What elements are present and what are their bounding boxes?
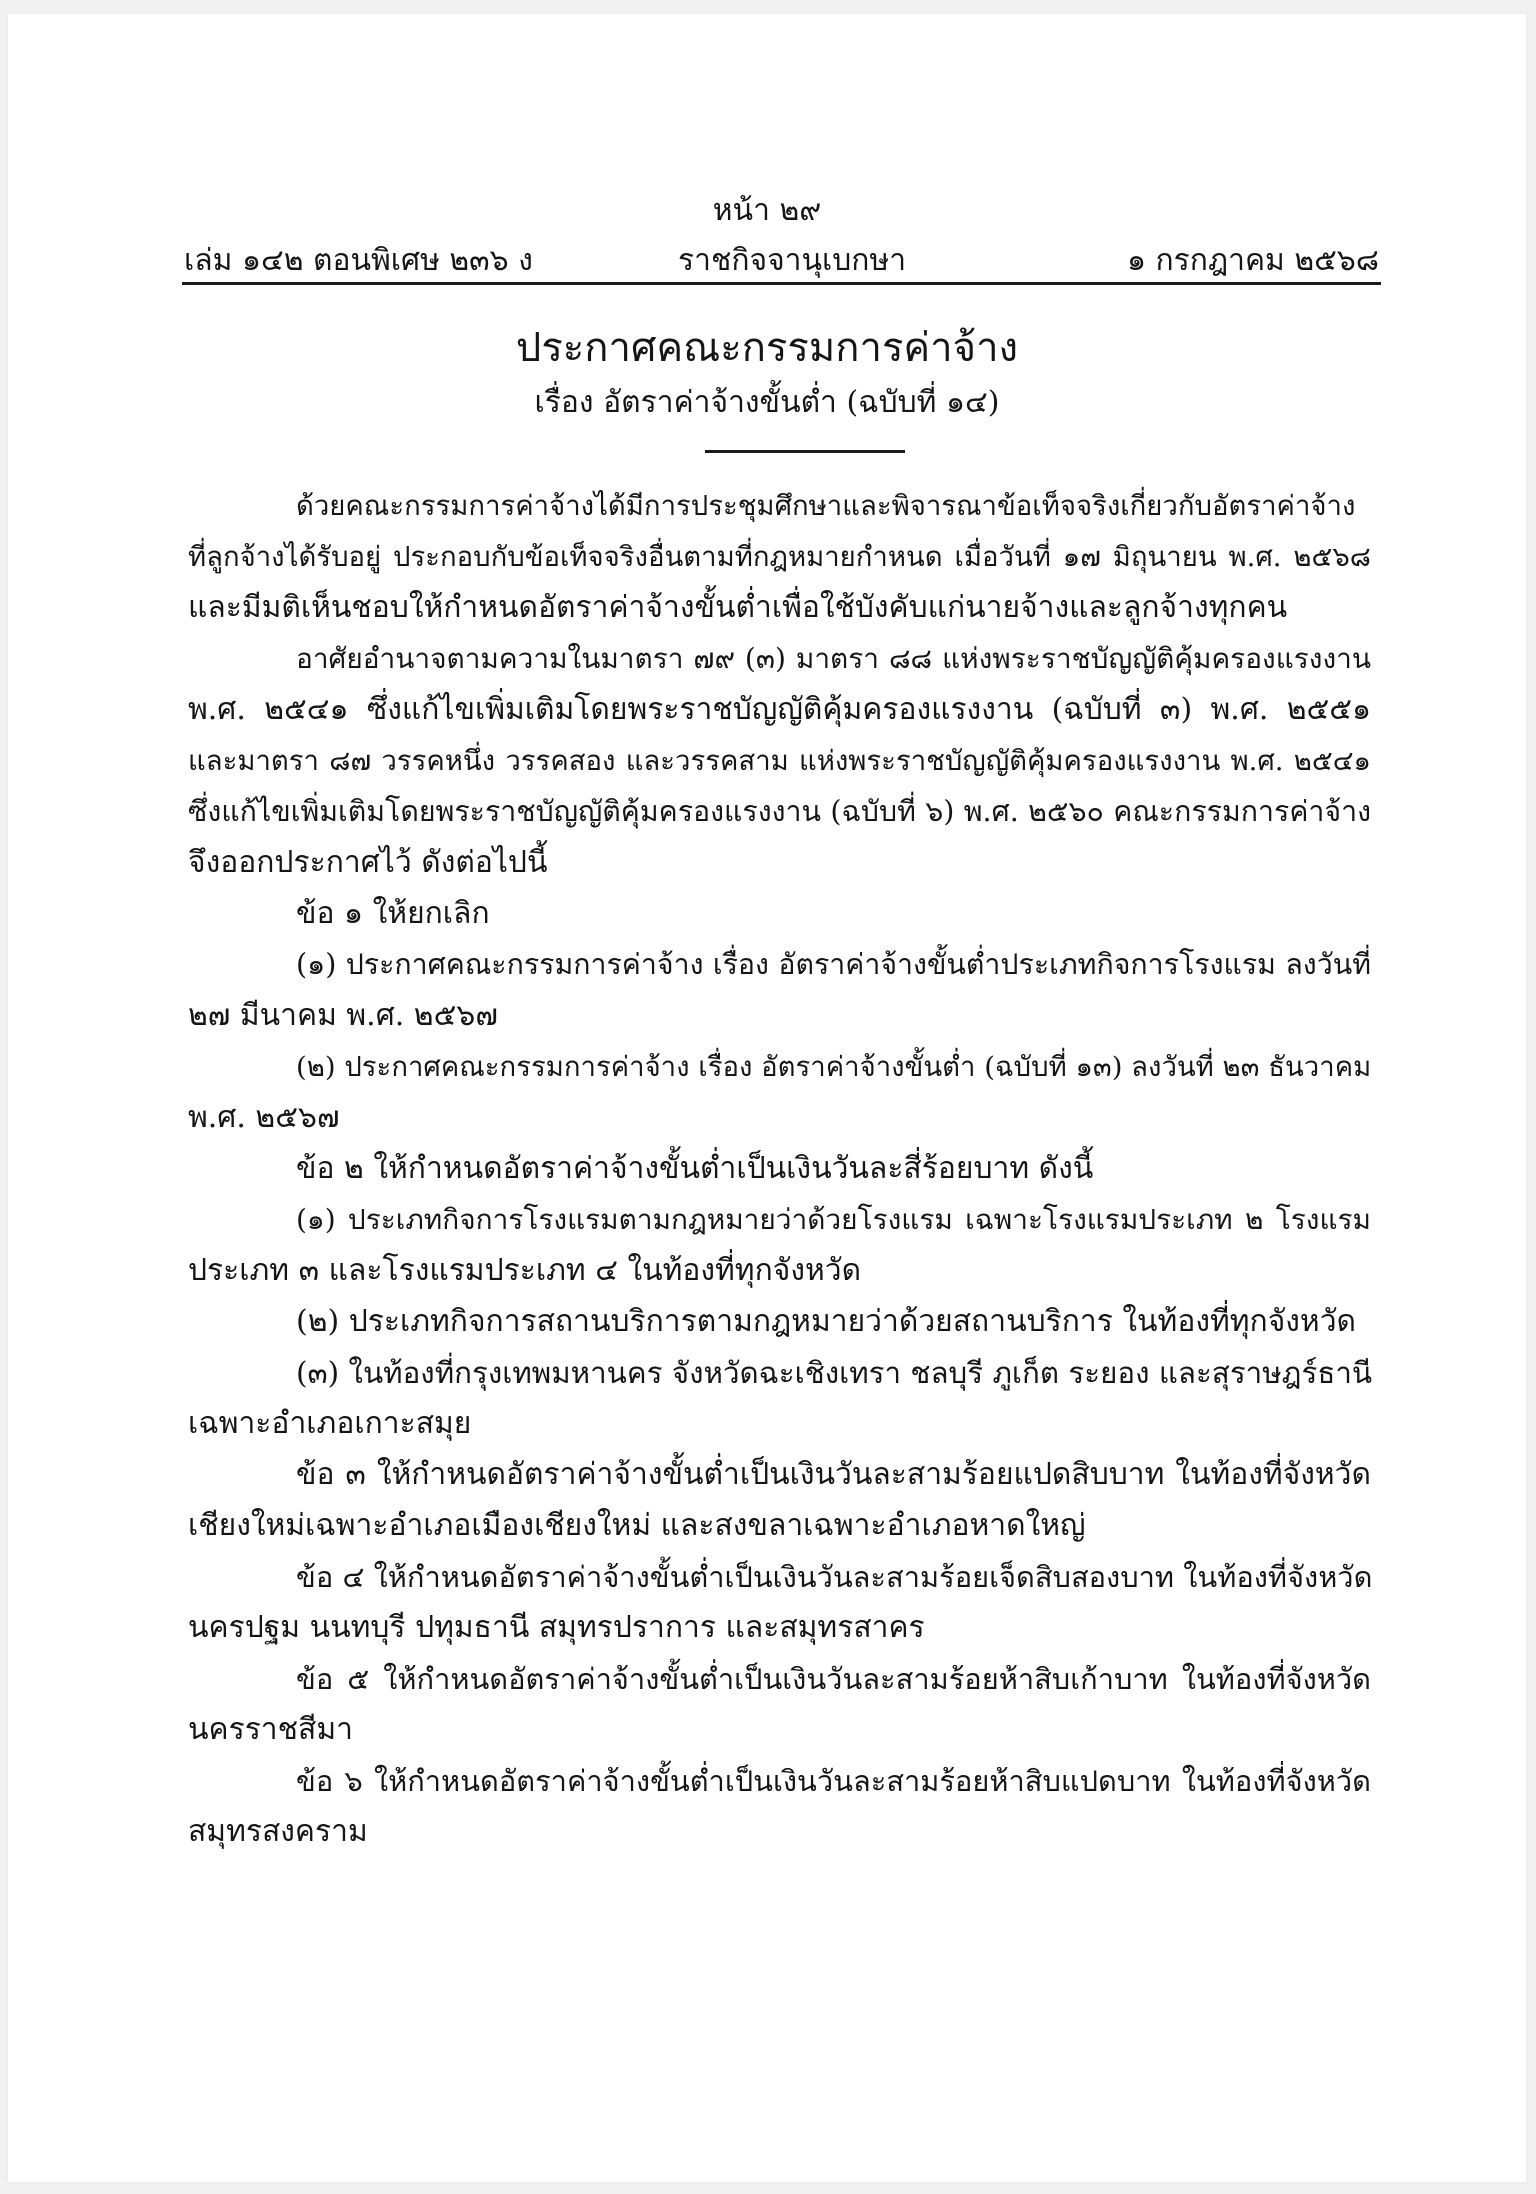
text-line: นครราชสีมา bbox=[188, 1712, 353, 1747]
text-line: ด้วยคณะกรรมการค่าจ้างได้มีการประชุมศึกษาและพิจารณาข้อเท็จจริงเกี่ยวกับอัตราค่าจ้าง bbox=[296, 490, 1356, 522]
title-divider bbox=[705, 450, 905, 453]
text-line: นครปฐม นนทบุรี ปทุมธานี สมุทรปราการ และสมุทรสาคร bbox=[188, 1610, 925, 1645]
page-number: หน้า ๒๙ bbox=[712, 193, 822, 228]
clause-3-heading: ข้อ ๓ ให้กำหนดอัตราค่าจ้างขั้นต่ำเป็นเงินวันละสามร้อยแปดสิบบาท ในท้องที่จังหวัด bbox=[296, 1457, 1371, 1492]
volume-issue: เล่ม ๑๔๒ ตอนพิเศษ ๒๓๖ ง bbox=[184, 243, 533, 278]
text-line: (๒) ประกาศคณะกรรมการค่าจ้าง เรื่อง อัตราค่าจ้างขั้นต่ำ (ฉบับที่ ๑๓) ลงวันที่ ๒๓ ธันวาคม bbox=[296, 1051, 1372, 1083]
gazette-name: ราชกิจจานุเบกษา bbox=[678, 243, 907, 278]
clause-4-heading: ข้อ ๔ ให้กำหนดอัตราค่าจ้างขั้นต่ำเป็นเงินวันละสามร้อยเจ็ดสิบสองบาท ในท้องที่จังหวัด bbox=[296, 1560, 1373, 1594]
gazette-page bbox=[8, 14, 1526, 2182]
text-line: (๓) ในท้องที่กรุงเทพมหานคร จังหวัดฉะเชิงเทรา ชลบุรี ภูเก็ต ระยอง และสุราษฎร์ธานี bbox=[296, 1356, 1373, 1390]
text-line: จึงออกประกาศไว้ ดังต่อไปนี้ bbox=[188, 845, 548, 880]
text-line: อาศัยอำนาจตามความในมาตรา ๗๙ (๓) มาตรา ๘๘ แห่งพระราชบัญญัติคุ้มครองแรงงาน bbox=[296, 642, 1371, 675]
document-title: ประกาศคณะกรรมการค่าจ้าง bbox=[515, 325, 1019, 371]
text-line: ซึ่งแก้ไขเพิ่มเติมโดยพระราชบัญญัติคุ้มครองแรงงาน (ฉบับที่ ๖) พ.ศ. ๒๕๖๐ คณะกรรมการค่าจ้าง bbox=[188, 795, 1371, 828]
text-line: สมุทรสงคราม bbox=[188, 1814, 368, 1849]
text-line: และมีมติเห็นชอบให้กำหนดอัตราค่าจ้างขั้นต่ำเพื่อใช้บังคับแก่นายจ้างและลูกจ้างทุกคน bbox=[188, 590, 1288, 625]
text-line: พ.ศ. ๒๕๖๗ bbox=[188, 1100, 340, 1135]
text-line: พ.ศ. ๒๕๔๑ ซึ่งแก้ไขเพิ่มเติมโดยพระราชบัญญัติคุ้มครองแรงงาน (ฉบับที่ ๓) พ.ศ. ๒๕๕๑ bbox=[188, 692, 1371, 727]
text-line: (๑) ประเภทกิจการโรงแรมตามกฎหมายว่าด้วยโรงแรม เฉพาะโรงแรมประเภท ๒ โรงแรม bbox=[296, 1203, 1371, 1236]
text-line: เฉพาะอำเภอเกาะสมุย bbox=[188, 1406, 472, 1441]
document-subject: เรื่อง อัตราค่าจ้างขั้นต่ำ (ฉบับที่ ๑๔) bbox=[534, 385, 1000, 420]
text-line: (๑) ประกาศคณะกรรมการค่าจ้าง เรื่อง อัตราค่าจ้างขั้นต่ำประเภทกิจการโรงแรม ลงวันที่ bbox=[296, 948, 1371, 981]
text-line: ๒๗ มีนาคม พ.ศ. ๒๕๖๗ bbox=[188, 998, 498, 1033]
text-line: ประเภท ๓ และโรงแรมประเภท ๔ ในท้องที่ทุกจังหวัด bbox=[188, 1253, 862, 1288]
clause-5-heading: ข้อ ๕ ให้กำหนดอัตราค่าจ้างขั้นต่ำเป็นเงินวันละสามร้อยห้าสิบเก้าบาท ในท้องที่จังหวัด bbox=[296, 1662, 1371, 1696]
header-divider bbox=[182, 282, 1381, 285]
publication-date: ๑ กรกฎาคม ๒๕๖๘ bbox=[1126, 243, 1379, 278]
text-line: และมาตรา ๘๗ วรรคหนึ่ง วรรคสอง และวรรคสาม แห่งพระราชบัญญัติคุ้มครองแรงงาน พ.ศ. ๒๕๔๑ bbox=[188, 745, 1371, 777]
text-line: เชียงใหม่เฉพาะอำเภอเมืองเชียงใหม่ และสงขลาเฉพาะอำเภอหาดใหญ่ bbox=[188, 1508, 1086, 1543]
clause-6-heading: ข้อ ๖ ให้กำหนดอัตราค่าจ้างขั้นต่ำเป็นเงินวันละสามร้อยห้าสิบแปดบาท ในท้องที่จังหวัด bbox=[296, 1764, 1371, 1798]
text-line: ที่ลูกจ้างได้รับอยู่ ประกอบกับข้อเท็จจริงอื่นตามที่กฎหมายกำหนด เมื่อวันที่ ๑๗ มิถุนายน พ.ศ. ๒๕๖๘ bbox=[188, 541, 1371, 573]
clause-1-heading: ข้อ ๑ ให้ยกเลิก bbox=[296, 896, 490, 931]
text-line: (๒) ประเภทกิจการสถานบริการตามกฎหมายว่าด้วยสถานบริการ ในท้องที่ทุกจังหวัด bbox=[296, 1304, 1357, 1339]
clause-2-heading: ข้อ ๒ ให้กำหนดอัตราค่าจ้างขั้นต่ำเป็นเงินวันละสี่ร้อยบาท ดังนี้ bbox=[296, 1151, 1094, 1186]
gazette-header bbox=[184, 241, 1379, 281]
